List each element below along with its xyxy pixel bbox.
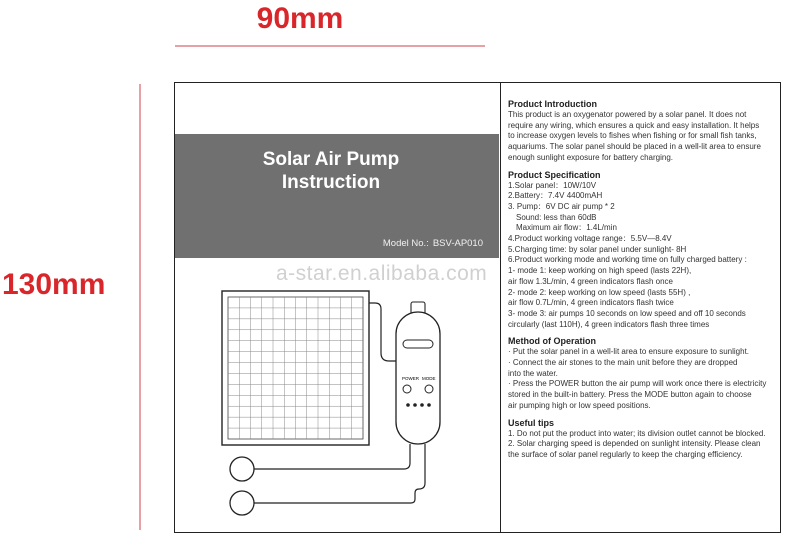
intro-title: Product Introduction [508, 99, 597, 109]
text-line: air pumping high or low speed positions. [508, 400, 651, 410]
intro-text [508, 110, 776, 164]
text-line: · Put the solar panel in a well-lit area to ensure exposure to sunlight. [508, 347, 750, 357]
tips-title: Useful tips [508, 417, 555, 428]
indicator-light-icon [406, 403, 410, 407]
product-diagram [175, 263, 500, 531]
spec-text [508, 181, 776, 331]
air-tube [247, 444, 425, 503]
cover-title [175, 148, 487, 194]
air-stone-icon [230, 491, 254, 515]
text-line: 3- mode 3: air pumps 10 seconds on low speed and off 10 seconds [508, 308, 746, 318]
text-line: air flow 0.7L/min, 4 green indicators flash twice [508, 298, 674, 308]
cover-banner [175, 134, 499, 258]
width-dimension-label: 90mm [256, 2, 344, 35]
model-value: BSV-AP010 [432, 238, 483, 249]
text-line: 2- mode 2: keep working on low speed (lasts 55H) , [508, 287, 691, 297]
text-line: · Connect the air stones to the main unit before they are dropped [508, 358, 738, 368]
column-divider [500, 83, 501, 532]
text-line: enough sunlight exposure for battery charging. [508, 152, 673, 162]
power-label: POWER [402, 376, 420, 381]
text-line: the surface of solar panel regularly to keep the charging efficiency. [508, 449, 743, 459]
mode-button-icon [425, 385, 433, 393]
text-line: circularly (last 110H), 4 green indicators flash three times [508, 319, 710, 329]
model-number [379, 238, 483, 249]
text-line: 1. Do not put the product into water; its division outlet cannot be blocked. [508, 428, 766, 438]
mode-label: MODE [422, 376, 436, 381]
text-line: Sound: less than 60dB [516, 212, 597, 222]
indicator-light-icon [420, 403, 424, 407]
indicator-light-icon [427, 403, 431, 407]
text-line: · Press the POWER button the air pump will work once there is electricity [508, 379, 767, 389]
text-line: aquariums. The solar panel should be placed in a well-lit area to ensure [508, 142, 761, 152]
indicator-light-icon [413, 403, 417, 407]
spec-title: Product Specification [508, 169, 601, 180]
text-line: This product is an oxygenator powered by a solar panel. It does not [508, 110, 747, 119]
width-dimension-line [175, 45, 485, 47]
text-line: to increase oxygen levels to fishes when fishing or for small fish tanks, [508, 131, 757, 141]
air-tube [247, 444, 410, 469]
instruction-sheet [174, 82, 781, 533]
watermark: a-star.en.alibaba.com [276, 262, 488, 285]
height-dimension-line [139, 84, 141, 530]
method-title: Method of Operation [508, 336, 596, 347]
text-line: 5.Charging time: by solar panel under sunlight- 8H [508, 244, 687, 254]
air-stone-icon [230, 457, 254, 481]
pump-unit-icon [396, 302, 440, 444]
text-line: 4.Product working voltage range：5.5V—8.4V [508, 234, 672, 244]
instructions-column [508, 99, 776, 461]
text-line: air flow 1.3L/min, 4 green indicators flash once [508, 276, 673, 286]
text-line: 1- mode 1: keep working on high speed (lasts 22H), [508, 266, 692, 276]
model-label: Model No.: [382, 238, 429, 249]
cover-title-line2: Instruction [281, 172, 381, 193]
text-line: Maximum air flow：1.4L/min [516, 223, 617, 233]
tips-text [508, 429, 776, 461]
method-text [508, 347, 776, 411]
power-button-icon [403, 385, 411, 393]
text-line: 1.Solar panel：10W/10V [508, 180, 597, 190]
solar-panel-icon [222, 291, 369, 445]
text-line: require any wiring, which ensures a quick and easy installation. It helps [508, 120, 760, 130]
text-line: stored in the built-in battery. Press the MODE button again to choose [508, 390, 752, 400]
text-line: into the water. [508, 368, 558, 378]
text-line: 2.Battery：7.4V 4400mAH [508, 191, 603, 201]
height-dimension-label: 130mm [2, 268, 106, 301]
text-line: 2. Solar charging speed is depended on sunlight intensity. Please clean [508, 439, 761, 449]
text-line: 6.Product working mode and working time on fully charged battery : [508, 255, 747, 265]
cover-title-line1: Solar Air Pump [262, 149, 400, 170]
text-line: 3. Pump：6V DC air pump * 2 [508, 201, 615, 211]
